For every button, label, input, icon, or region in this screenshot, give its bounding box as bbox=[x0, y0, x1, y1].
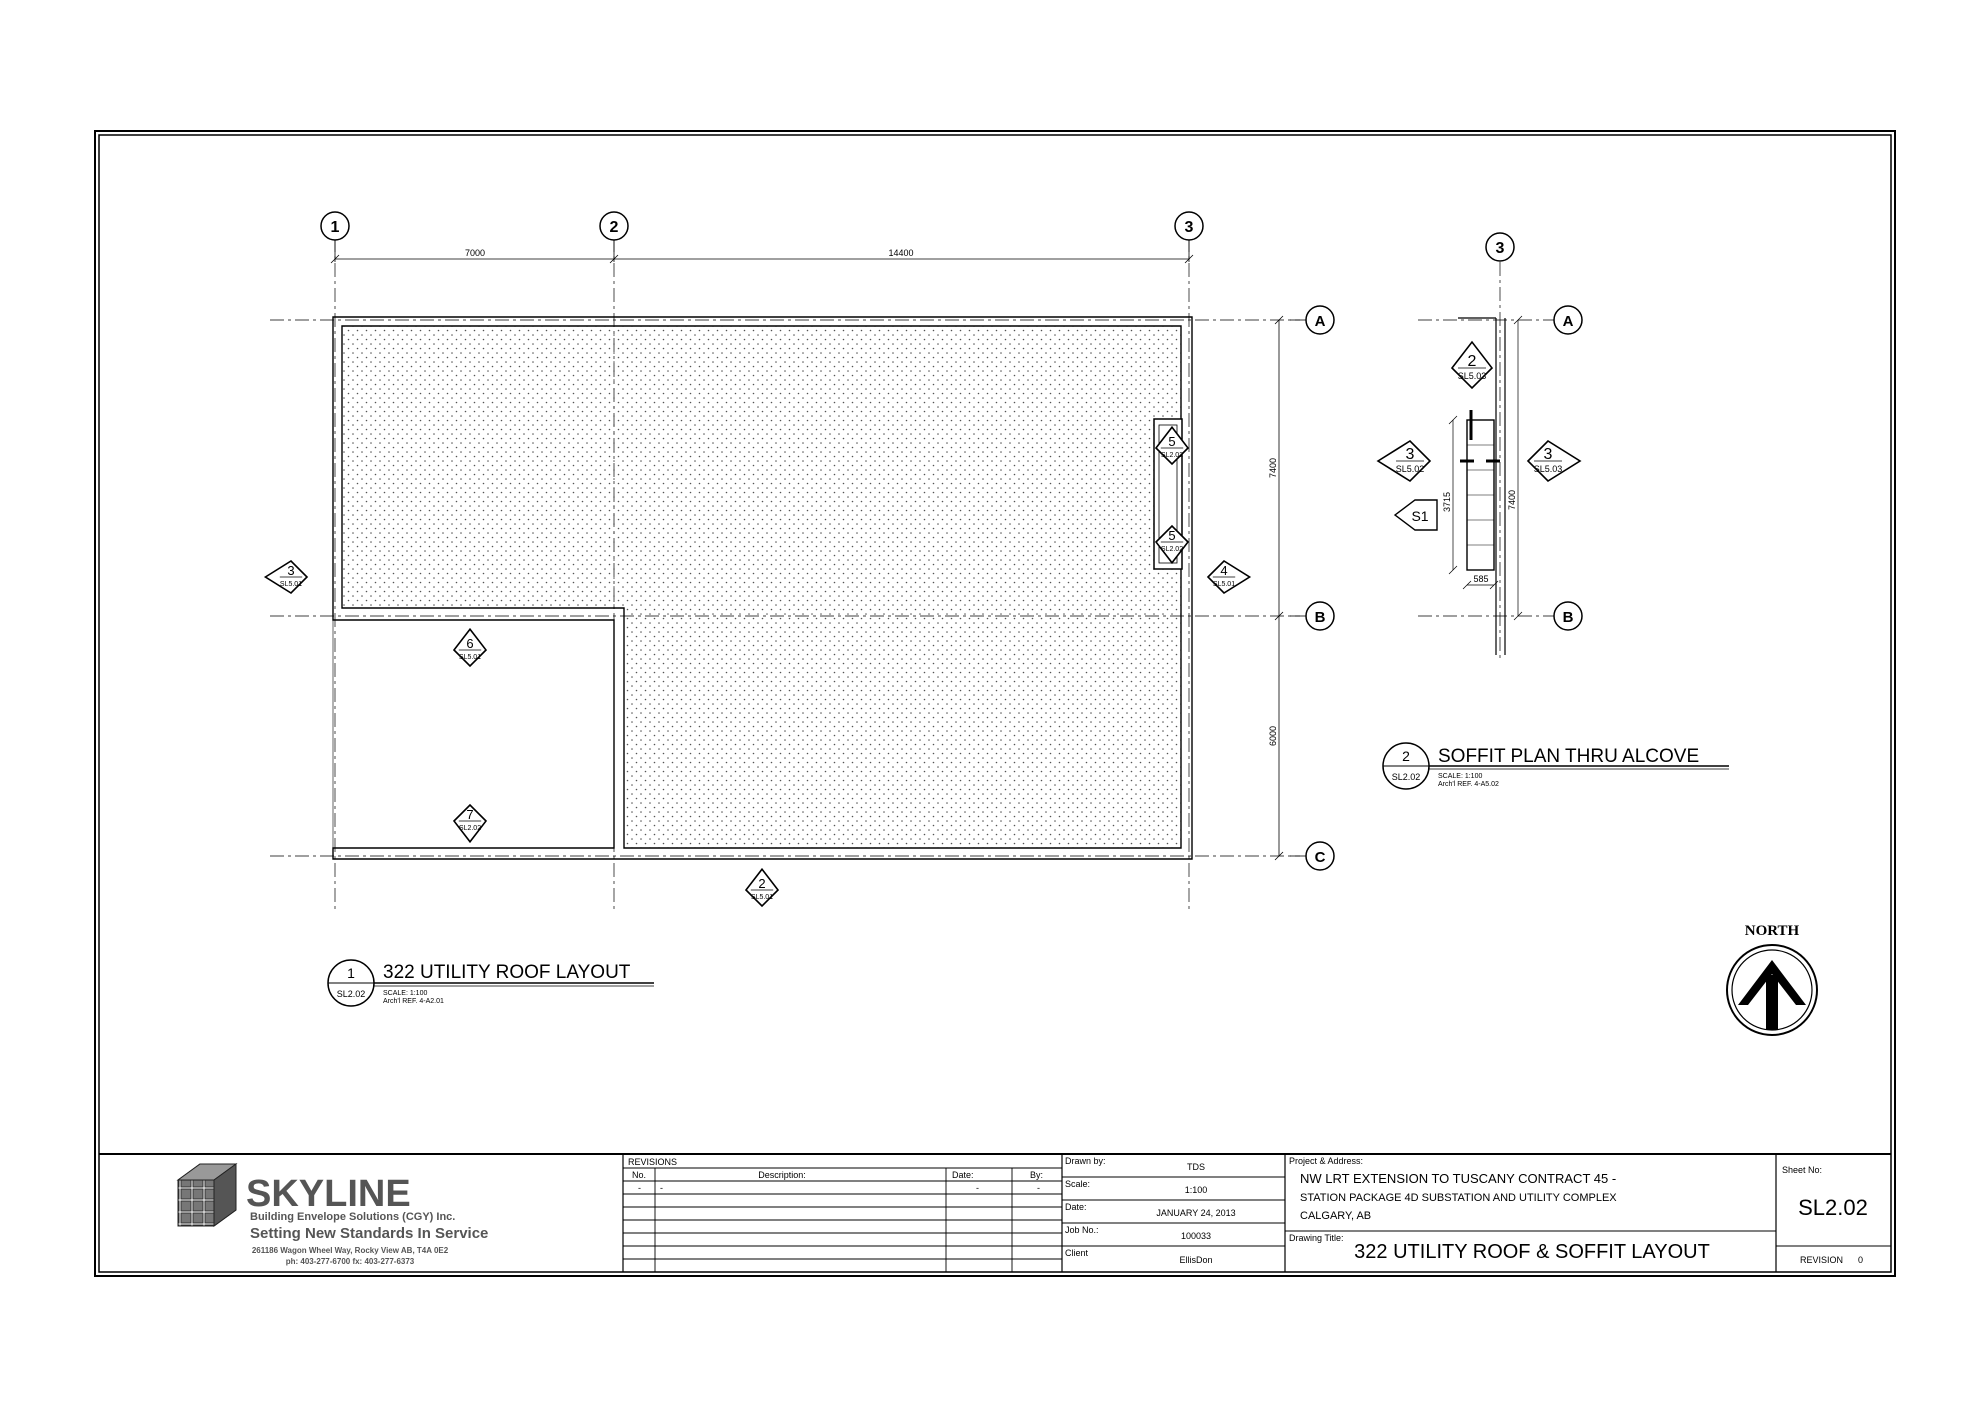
sheet-label: Sheet No: bbox=[1782, 1165, 1823, 1175]
client-value: EllisDon bbox=[1179, 1255, 1213, 1265]
plan1-ref: Arch'l REF. 4-A2.01 bbox=[383, 998, 444, 1005]
revisions-heading: REVISIONS bbox=[628, 1157, 678, 1167]
plan2-title: SOFFIT PLAN THRU ALCOVE bbox=[1438, 746, 1700, 767]
sheet-number: SL2.02 bbox=[1798, 1195, 1868, 1220]
dimension-6000: 6000 bbox=[1268, 725, 1278, 747]
soffit-grid-label-3: 3 bbox=[1495, 240, 1505, 257]
company-phone: ph: 403-277-6700 fx: 403-277-6373 bbox=[285, 1257, 415, 1266]
grid-label-a: A bbox=[1314, 313, 1326, 330]
company-name: SKYLINE bbox=[246, 1173, 411, 1215]
grid-label-b: B bbox=[1314, 609, 1326, 626]
drawing-title-label: Drawing Title: bbox=[1289, 1233, 1344, 1243]
north-arrow bbox=[1727, 923, 1817, 1035]
dimension-14400: 14400 bbox=[888, 248, 914, 258]
dimension-7400: 7400 bbox=[1268, 457, 1278, 479]
grid-label-3: 3 bbox=[1184, 219, 1194, 236]
plan2-ref: Arch'l REF. 4-A5.02 bbox=[1438, 781, 1499, 788]
section-marker-7-sheet: SL5.01 bbox=[750, 893, 774, 901]
plan1-scale: SCALE: 1:100 bbox=[383, 990, 428, 997]
section-marker-5-sheet: SL5.01 bbox=[458, 653, 482, 661]
section-marker-6 bbox=[454, 805, 486, 842]
project-line-3: CALGARY, AB bbox=[1300, 1210, 1372, 1222]
soffit-type-label: S1 bbox=[1411, 508, 1429, 524]
soffit-section-marker-1-sheet: SL5.03 bbox=[1457, 371, 1487, 381]
revisions-cell-date: - bbox=[976, 1183, 979, 1193]
revisions-table bbox=[623, 1168, 1062, 1272]
revision-value: 0 bbox=[1858, 1255, 1864, 1265]
revisions-header-no: No. bbox=[632, 1170, 647, 1180]
revisions-cell-by: - bbox=[1037, 1183, 1040, 1193]
section-marker-4-number: 5 bbox=[1168, 528, 1176, 543]
revisions-header-date: Date: bbox=[952, 1170, 974, 1180]
soffit-section-marker-3-number: 3 bbox=[1543, 446, 1553, 463]
dimension-7000: 7000 bbox=[464, 248, 486, 258]
section-marker-7 bbox=[746, 869, 778, 906]
soffit-section-marker-2 bbox=[1378, 441, 1430, 481]
drawn-by-value: TDS bbox=[1187, 1162, 1205, 1172]
grid-label-2: 2 bbox=[609, 219, 619, 236]
client-label: Client bbox=[1065, 1248, 1089, 1258]
section-marker-2-sheet: SL5.01 bbox=[1212, 580, 1236, 588]
section-marker-5-number: 6 bbox=[466, 636, 474, 651]
section-marker-3-sheet: SL2.02 bbox=[1160, 451, 1184, 459]
job-number-label: Job No.: bbox=[1065, 1225, 1099, 1235]
plan2-title-sheet: SL2.02 bbox=[1391, 772, 1421, 782]
section-marker-5 bbox=[454, 629, 486, 666]
soffit-dimension-585: 585 bbox=[1473, 574, 1489, 584]
section-marker-1-sheet: SL5.01 bbox=[279, 580, 303, 588]
roof-membrane-hatch bbox=[342, 326, 1184, 848]
job-number-value: 100033 bbox=[1180, 1231, 1212, 1241]
drawn-by-label: Drawn by: bbox=[1065, 1156, 1106, 1166]
roof-layout-plan bbox=[265, 212, 1334, 1006]
revisions-cell-no: - bbox=[638, 1183, 641, 1193]
company-slogan: Setting New Standards In Service bbox=[250, 1225, 489, 1242]
company-address: 261186 Wagon Wheel Way, Rocky View AB, T4A 0E2 bbox=[251, 1246, 449, 1255]
section-marker-4-sheet: SL2.02 bbox=[1160, 545, 1184, 553]
plan1-title: 322 UTILITY ROOF LAYOUT bbox=[383, 962, 631, 983]
soffit-grid-label-a: A bbox=[1562, 313, 1574, 330]
soffit-section-marker-3 bbox=[1528, 441, 1580, 481]
skyline-logo bbox=[178, 1164, 488, 1266]
section-marker-6-sheet: SL2.02 bbox=[458, 824, 482, 832]
soffit-dimension-7400: 7400 bbox=[1507, 489, 1517, 511]
company-subtitle: Building Envelope Solutions (CGY) Inc. bbox=[250, 1211, 456, 1223]
drawing-title: 322 UTILITY ROOF & SOFFIT LAYOUT bbox=[1354, 1241, 1710, 1263]
title-block bbox=[99, 1154, 1891, 1272]
section-marker-7-number: 2 bbox=[758, 876, 766, 891]
section-marker-3-number: 5 bbox=[1168, 434, 1176, 449]
section-marker-2-number: 4 bbox=[1220, 563, 1228, 578]
soffit-grid-label-b: B bbox=[1562, 609, 1574, 626]
scale-label: Scale: bbox=[1065, 1179, 1091, 1189]
grid-label-1: 1 bbox=[330, 219, 340, 236]
section-marker-1 bbox=[265, 561, 307, 593]
project-line-1: NW LRT EXTENSION TO TUSCANY CONTRACT 45 - bbox=[1300, 1171, 1617, 1186]
grid-label-c: C bbox=[1314, 849, 1326, 866]
soffit-section-marker-2-sheet: SL5.02 bbox=[1395, 464, 1425, 474]
plan2-scale: SCALE: 1:100 bbox=[1438, 773, 1483, 780]
plan1-title-number: 1 bbox=[347, 965, 355, 981]
project-label: Project & Address: bbox=[1289, 1156, 1364, 1166]
plan1-title-sheet: SL2.02 bbox=[336, 989, 366, 999]
revision-label: REVISION bbox=[1800, 1255, 1844, 1265]
soffit-section-marker-3-sheet: SL5.03 bbox=[1533, 464, 1563, 474]
soffit-dimension-3715: 3715 bbox=[1442, 491, 1452, 513]
soffit-section-marker-1-number: 2 bbox=[1467, 353, 1477, 370]
section-marker-6-number: 7 bbox=[466, 807, 474, 822]
revisions-header-by: By: bbox=[1030, 1170, 1044, 1180]
soffit-section-marker-1 bbox=[1452, 342, 1492, 388]
scale-value: 1:100 bbox=[1184, 1185, 1208, 1195]
soffit-section-marker-2-number: 3 bbox=[1405, 446, 1415, 463]
section-marker-1-number: 3 bbox=[287, 563, 295, 578]
date-value: JANUARY 24, 2013 bbox=[1156, 1208, 1236, 1218]
section-marker-2 bbox=[1208, 561, 1250, 593]
north-label: NORTH bbox=[1744, 923, 1800, 939]
soffit-plan bbox=[1378, 233, 1729, 789]
revisions-cell-description: - bbox=[660, 1183, 663, 1193]
plan2-title-number: 2 bbox=[1402, 748, 1410, 764]
date-label: Date: bbox=[1065, 1202, 1087, 1212]
revisions-header-description: Description: bbox=[758, 1170, 806, 1180]
project-line-2: STATION PACKAGE 4D SUBSTATION AND UTILITY COMPLEX bbox=[1300, 1192, 1617, 1204]
